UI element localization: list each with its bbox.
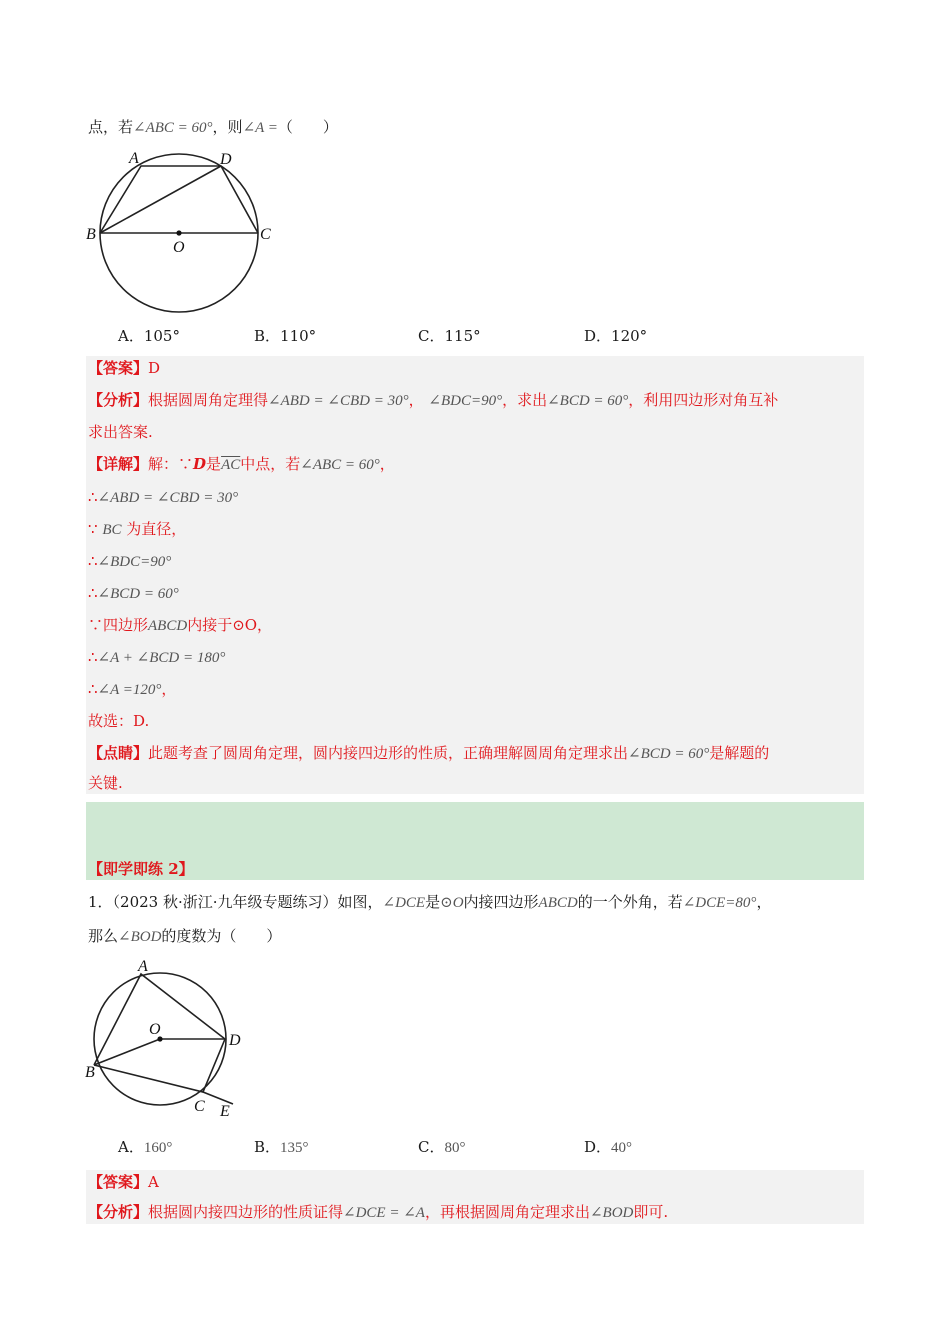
option-value: 80° — [444, 1140, 466, 1156]
question-math: ∠BOD — [118, 929, 162, 945]
label-C: C — [260, 226, 271, 243]
option-value: 135° — [280, 1140, 309, 1156]
step-math: ∠ABD = ∠CBD = 30° — [97, 490, 239, 506]
analysis-tag: 【分析】 — [88, 1203, 149, 1221]
step-math: ∠A =120° — [97, 682, 162, 698]
label-D: D — [229, 1032, 241, 1049]
detail-text: 是 — [206, 455, 222, 473]
detail-tag: 【详解】 — [88, 455, 149, 473]
stem-text: 点，若 — [88, 118, 134, 136]
step-6 — [88, 646, 225, 669]
question-math: ABCD — [538, 895, 578, 911]
comment-tag: 【点睛】 — [88, 744, 149, 762]
answer-tag: 【答案】 — [88, 1173, 149, 1191]
step-2 — [88, 518, 186, 541]
question-math: ∠DCE=80° — [682, 895, 757, 911]
step-math: ∠BCD = 60° — [97, 586, 179, 602]
option-letter: B． — [254, 327, 281, 345]
answer-line — [88, 357, 160, 379]
question-text: 是 — [425, 893, 441, 911]
step-math: BC — [102, 522, 122, 538]
step-prefix: ∴ — [88, 552, 98, 570]
step-math: ABCD — [148, 618, 188, 634]
analysis-math: ∠ABD = ∠CBD = 30° — [268, 393, 409, 409]
figure-circle-abcd — [84, 144, 284, 316]
question-math: ⊙O — [440, 895, 464, 911]
stem-math-condition: ∠ABC = 60° — [133, 120, 213, 136]
step-suffix: 内接于⊙O， — [187, 616, 273, 634]
step-suffix: 为直径， — [126, 520, 187, 538]
analysis-text: 即可. — [633, 1203, 669, 1221]
option-letter: D． — [584, 1138, 612, 1156]
question-text: （2023 秋·浙江·九年级专题练习）如图， — [112, 893, 383, 911]
question-stem — [88, 116, 338, 139]
question-text: 那么 — [88, 927, 119, 945]
option-c — [418, 1136, 465, 1159]
answer-tag: 【答案】 — [88, 359, 149, 377]
option-value: 120° — [611, 327, 648, 345]
option-letter: C． — [418, 327, 445, 345]
comment-line-2 — [88, 772, 123, 794]
analysis-text: ， — [408, 391, 424, 409]
option-d — [584, 1136, 632, 1159]
analysis-text: ，利用四边形对角互补 — [628, 391, 779, 409]
analysis-text: ，再根据圆周角定理求出 — [424, 1203, 590, 1221]
label-A: A — [138, 958, 148, 975]
detail-math: D — [193, 455, 207, 473]
analysis-text: 求出答案. — [88, 423, 153, 441]
question-math: ∠DCE — [382, 895, 426, 911]
detail-math: ∠ABC = 60° — [300, 457, 380, 473]
option-letter: A． — [118, 327, 144, 345]
option-value: 110° — [280, 327, 317, 345]
label-B: B — [85, 1064, 95, 1081]
analysis-text: ，求出 — [502, 391, 548, 409]
detail-line — [88, 453, 395, 476]
detail-math-arc: $\overline{AC}$ — [221, 457, 241, 473]
choose-text: 故选：D. — [88, 712, 150, 730]
analysis-text: 根据圆内接四边形的性质证得 — [148, 1203, 344, 1221]
step-3 — [88, 550, 171, 573]
option-d — [584, 325, 647, 347]
step-prefix: ∴ — [88, 584, 98, 602]
choose-line — [88, 710, 149, 732]
analysis-math: ∠BOD — [589, 1205, 634, 1221]
comment-text: 关键. — [88, 774, 123, 792]
question-text: 的一个外角，若 — [577, 893, 683, 911]
answer-value: D — [148, 359, 161, 377]
stem-text-2: ，则 — [212, 118, 243, 136]
option-b — [254, 1136, 309, 1159]
step-5 — [88, 614, 272, 637]
section-title: 【即学即练 2】 — [88, 860, 194, 878]
option-letter: C． — [418, 1138, 445, 1156]
question-number: 1． — [88, 893, 113, 911]
solution-box — [86, 356, 864, 794]
answer-value: A — [148, 1173, 159, 1191]
option-letter: D． — [584, 327, 612, 345]
option-letter: A． — [118, 1138, 144, 1156]
step-math: ∠A + ∠BCD = 180° — [97, 650, 226, 666]
step-prefix: ∵四边形 — [88, 616, 149, 634]
comment-text: 是解题的 — [709, 744, 770, 762]
step-prefix: ∵ — [88, 520, 98, 538]
analysis-text: 根据圆周角定理得 — [148, 391, 269, 409]
label-C: C — [194, 1098, 205, 1115]
analysis-line-1 — [88, 389, 778, 412]
step-prefix: ∴ — [88, 680, 98, 698]
option-a — [118, 325, 180, 347]
analysis-tag: 【分析】 — [88, 391, 149, 409]
option-letter: B． — [254, 1138, 281, 1156]
question2-line-2 — [88, 925, 281, 948]
step-4 — [88, 582, 179, 605]
comment-text: 此题考查了圆周角定理，圆内接四边形的性质，正确理解圆周角定理求出 — [148, 744, 629, 762]
analysis2-line — [88, 1201, 668, 1224]
figure-circle-abcde — [84, 956, 264, 1122]
analysis-math: ∠DCE = ∠A — [343, 1205, 425, 1221]
label-O: O — [173, 239, 185, 256]
step-suffix: ， — [161, 680, 177, 698]
label-E: E — [220, 1103, 230, 1120]
answer2-line — [88, 1171, 159, 1193]
option-a — [118, 1136, 172, 1159]
option-value: 40° — [611, 1140, 633, 1156]
analysis-math: ∠BDC=90° — [428, 393, 503, 409]
analysis-line-2 — [88, 421, 153, 443]
stem-math-ask: ∠A = — [242, 120, 278, 136]
option-b — [254, 325, 316, 347]
question-text: 内接四边形 — [463, 893, 539, 911]
answer-parentheses: （ ） — [277, 118, 338, 136]
label-O: O — [149, 1021, 161, 1038]
option-value: 115° — [444, 327, 481, 345]
comment-line-1 — [88, 742, 769, 765]
detail-text: 中点，若 — [240, 455, 301, 473]
detail-text: ， — [379, 455, 395, 473]
step-7 — [88, 678, 176, 701]
option-value: 105° — [143, 327, 180, 345]
label-B: B — [86, 226, 96, 243]
option-value: 160° — [143, 1140, 173, 1156]
analysis-math: ∠BCD = 60° — [547, 393, 629, 409]
detail-text: 解：∵ — [148, 455, 194, 473]
option-c — [418, 325, 481, 347]
step-math: ∠BDC=90° — [97, 554, 172, 570]
step-1 — [88, 486, 238, 509]
question-text: ， — [756, 893, 772, 911]
step-prefix: ∴ — [88, 648, 98, 666]
question2-line-1 — [88, 891, 771, 914]
question-text: 的度数为（ ） — [161, 927, 282, 945]
step-prefix: ∴ — [88, 488, 98, 506]
label-D: D — [220, 151, 232, 168]
label-A: A — [129, 150, 139, 167]
section-header-box — [86, 802, 864, 880]
comment-math: ∠BCD = 60° — [628, 746, 710, 762]
